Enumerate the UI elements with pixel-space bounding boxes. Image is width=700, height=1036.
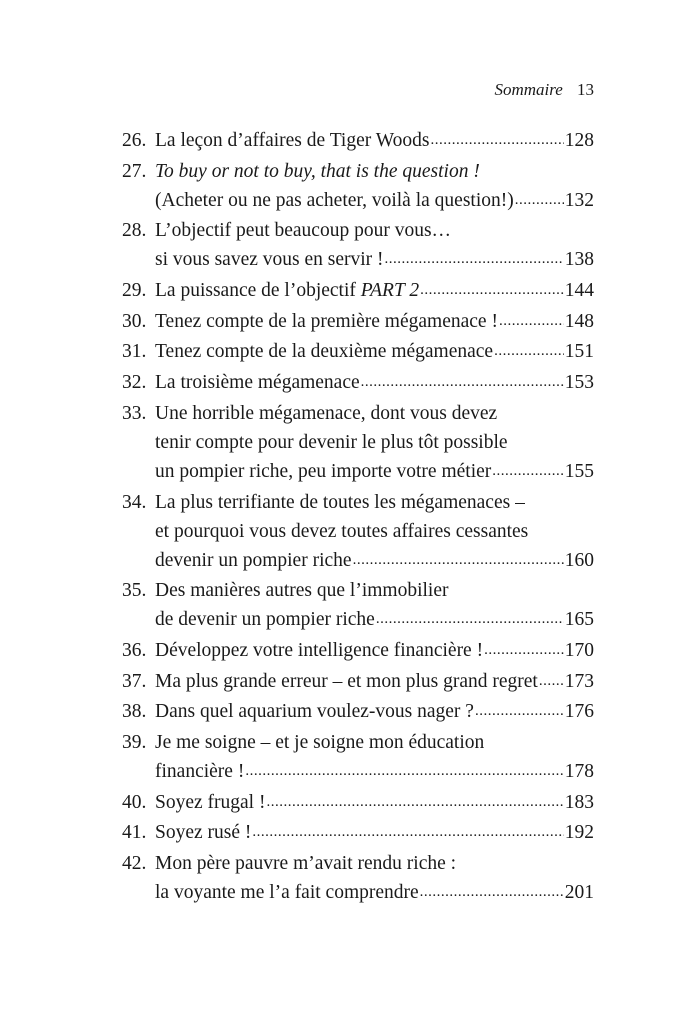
entry-title: [155, 849, 456, 878]
toc-entry[interactable]: [122, 368, 594, 397]
toc-line: [122, 546, 594, 575]
entry-title: [155, 546, 352, 575]
toc-line: [122, 636, 594, 665]
entry-page-number: 165: [564, 609, 594, 631]
entry-page-number: 160: [564, 549, 594, 571]
entry-number: 33.: [122, 402, 147, 424]
toc-entry[interactable]: [122, 697, 594, 726]
toc-entry[interactable]: [122, 818, 594, 847]
toc-line: [122, 276, 594, 305]
title-segment: To buy or not to buy, that is the question !: [155, 160, 480, 182]
title-segment: Tenez compte de la première mégamenace !: [155, 310, 498, 332]
table-of-contents: [122, 126, 594, 909]
title-segment: si vous savez vous en servir !: [155, 249, 384, 271]
toc-entry[interactable]: [122, 337, 594, 366]
title-segment: Mon père pauvre m’avait rendu riche :: [155, 853, 457, 874]
toc-entry[interactable]: [122, 788, 594, 817]
toc-entry[interactable]: [122, 276, 594, 305]
toc-entry[interactable]: [122, 576, 594, 634]
entry-number: 28.: [122, 220, 147, 242]
entry-title: [155, 368, 360, 397]
dot-leader: [266, 788, 563, 817]
entry-title: [155, 337, 493, 366]
toc-line: [122, 368, 594, 397]
entry-title: [155, 216, 451, 245]
dot-leader: [420, 276, 564, 305]
entry-page-number: 144: [564, 280, 594, 302]
entry-page-number: 201: [564, 882, 594, 903]
title-segment: devenir un pompier riche: [155, 549, 352, 571]
toc-entry[interactable]: [122, 636, 594, 665]
entry-title: [155, 636, 483, 665]
title-segment: de devenir un pompier riche: [155, 609, 375, 631]
dot-leader: [420, 878, 564, 907]
entry-title: [155, 457, 491, 486]
toc-line: [122, 126, 594, 155]
entry-title: [155, 818, 251, 847]
toc-entry[interactable]: [122, 126, 594, 155]
toc-line: [122, 849, 594, 878]
dot-leader: [245, 757, 563, 786]
toc-entry[interactable]: [122, 728, 594, 786]
title-segment: La plus terrifiante de toutes les mégamenaces –: [155, 491, 525, 513]
dot-leader: [494, 337, 564, 366]
toc-line: [122, 757, 594, 786]
entry-title: [155, 126, 429, 155]
dot-leader: [376, 605, 564, 634]
entry-number: 36.: [122, 639, 147, 661]
dot-leader: [252, 818, 563, 847]
entry-title: [155, 428, 508, 457]
entry-page-number: 173: [564, 670, 594, 692]
title-segment: (Acheter ou ne pas acheter, voilà la question!): [155, 189, 514, 211]
entry-title: [155, 517, 528, 546]
entry-page-number: 153: [564, 372, 594, 394]
toc-line: [122, 697, 594, 726]
dot-leader: [353, 546, 564, 575]
toc-line: [122, 457, 594, 486]
toc-line: [122, 878, 594, 907]
entry-title: [155, 488, 525, 517]
page-number: 13: [577, 80, 594, 99]
entry-number: 27.: [122, 160, 147, 182]
entry-page-number: 132: [564, 189, 594, 211]
title-segment: Soyez rusé !: [155, 822, 252, 844]
entry-page-number: 138: [564, 249, 594, 271]
toc-line: [122, 307, 594, 336]
entry-number: 40.: [122, 791, 147, 813]
dot-leader: [499, 307, 564, 336]
entry-number: 26.: [122, 130, 147, 151]
toc-line: [122, 818, 594, 847]
title-segment: L’objectif peut beaucoup pour vous…: [155, 220, 452, 242]
toc-line: [122, 245, 594, 274]
entry-page-number: 183: [564, 791, 594, 813]
entry-page-number: 148: [564, 310, 594, 332]
toc-line: [122, 576, 594, 605]
entry-number: 42.: [122, 853, 147, 874]
dot-leader: [361, 368, 564, 397]
toc-line: [122, 399, 594, 428]
dot-leader: [539, 667, 564, 696]
title-segment: La puissance de l’objectif: [155, 280, 361, 302]
toc-line: [122, 157, 594, 186]
entry-title: [155, 757, 244, 786]
title-segment: un pompier riche, peu importe votre métier: [155, 460, 492, 482]
toc-entry[interactable]: [122, 399, 594, 486]
entry-number: 41.: [122, 822, 147, 844]
dot-leader: [475, 697, 564, 726]
title-segment: La leçon d’affaires de Tiger Woods: [155, 130, 430, 151]
entry-page-number: 128: [564, 130, 594, 151]
toc-line: [122, 186, 594, 215]
title-segment: Une horrible mégamenace, dont vous devez: [155, 402, 498, 424]
entry-page-number: 170: [564, 639, 594, 661]
title-segment: et pourquoi vous devez toutes affaires cessantes: [155, 520, 529, 542]
title-segment: Des manières autres que l’immobilier: [155, 580, 449, 602]
entry-title: [155, 186, 514, 215]
title-segment: Développez votre intelligence financière !: [155, 639, 484, 661]
entry-page-number: 151: [564, 341, 594, 363]
title-segment: tenir compte pour devenir le plus tôt possible: [155, 431, 508, 453]
entry-page-number: 178: [564, 760, 594, 782]
entry-title: [155, 157, 480, 186]
entry-number: 34.: [122, 491, 147, 513]
running-header: [494, 80, 594, 100]
entry-title: [155, 399, 497, 428]
entry-number: 39.: [122, 731, 147, 753]
toc-line: [122, 667, 594, 696]
entry-number: 38.: [122, 701, 147, 723]
title-segment: La troisième mégamenace: [155, 372, 360, 394]
title-segment: financière !: [155, 760, 245, 782]
entry-title: [155, 878, 419, 907]
entry-title: [155, 605, 375, 634]
entry-number: 29.: [122, 280, 147, 302]
title-segment: Tenez compte de la deuxième mégamenace: [155, 341, 494, 363]
entry-title: [155, 667, 538, 696]
title-segment: PART 2: [360, 280, 420, 302]
entry-number: 32.: [122, 372, 147, 394]
entry-title: [155, 728, 484, 757]
title-segment: Dans quel aquarium voulez-vous nager ?: [155, 701, 474, 723]
toc-line: [122, 337, 594, 366]
toc-entry[interactable]: [122, 849, 594, 907]
dot-leader: [515, 186, 564, 215]
entry-title: [155, 245, 384, 274]
title-segment: Je me soigne – et je soigne mon éducation: [155, 731, 485, 753]
toc-line: [122, 216, 594, 245]
entry-page-number: 192: [564, 822, 594, 844]
toc-entry[interactable]: [122, 216, 594, 274]
entry-title: [155, 276, 419, 305]
toc-line: [122, 428, 594, 457]
dot-leader: [430, 126, 563, 155]
title-segment: Soyez frugal !: [155, 791, 266, 813]
entry-title: [155, 697, 474, 726]
entry-page-number: 155: [564, 460, 594, 482]
entry-page-number: 176: [564, 701, 594, 723]
toc-entry[interactable]: [122, 488, 594, 575]
toc-line: [122, 488, 594, 517]
toc-entry[interactable]: [122, 307, 594, 336]
toc-line: [122, 788, 594, 817]
entry-title: [155, 576, 449, 605]
dot-leader: [492, 457, 563, 486]
entry-number: 31.: [122, 341, 147, 363]
entry-number: 30.: [122, 310, 147, 332]
entry-title: [155, 307, 498, 336]
toc-entry[interactable]: [122, 157, 594, 215]
toc-line: [122, 517, 594, 546]
toc-entry[interactable]: [122, 667, 594, 696]
title-segment: la voyante me l’a fait comprendre: [155, 882, 419, 903]
entry-number: 37.: [122, 670, 147, 692]
title-segment: Ma plus grande erreur – et mon plus grand regret: [155, 670, 538, 692]
toc-line: [122, 605, 594, 634]
entry-number: 35.: [122, 580, 147, 602]
dot-leader: [385, 245, 564, 274]
dot-leader: [484, 636, 564, 665]
entry-title: [155, 788, 265, 817]
section-title: Sommaire: [494, 80, 563, 99]
toc-line: [122, 728, 594, 757]
